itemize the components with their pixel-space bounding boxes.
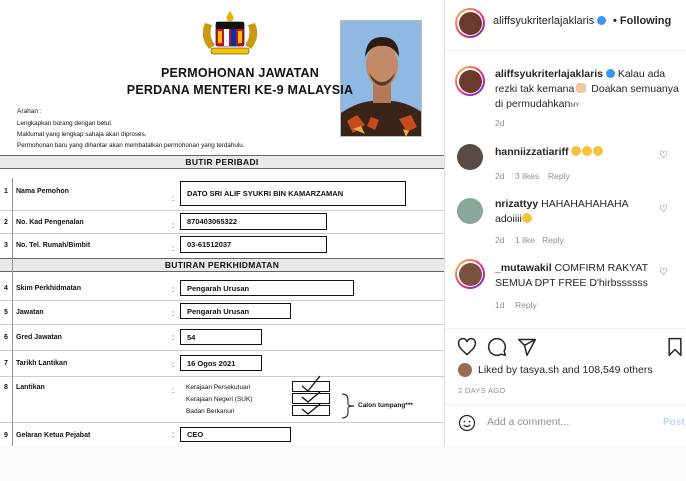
like-heart-icon[interactable] (457, 337, 477, 357)
row-label: Tarikh Lantikan (16, 360, 68, 367)
gred-jawatan-field: 54 (180, 329, 262, 345)
row-number: 8 (4, 384, 8, 391)
comment-reply-link[interactable]: Reply (542, 235, 564, 245)
arahan-line: Lengkapkan borang dengan betul. (17, 120, 113, 127)
form-title-line1: PERMOHONAN JAWATAN (160, 66, 319, 80)
nama-pemohon-field: DATO SRI ALIF SYUKRI BIN KAMARZAMAN (180, 181, 406, 206)
row-label: Gelaran Ketua Pejabat (16, 432, 91, 439)
comment-timestamp: 2d (495, 171, 505, 181)
row-number: 3 (4, 242, 8, 249)
liked-by-and: and (562, 364, 580, 376)
row-number: 6 (4, 334, 8, 341)
jawatan-field: Pengarah Urusan (180, 303, 291, 319)
comment-like-heart-icon[interactable]: ♡ (659, 150, 668, 161)
handwritten-checkmarks-icon (298, 374, 330, 420)
row-label: Gred Jawatan (16, 334, 62, 341)
comment-username[interactable]: nrizattyy (495, 198, 539, 210)
comment-avatar[interactable] (457, 198, 483, 224)
lantikan-option: Badan Berkanun (186, 408, 235, 415)
lantikan-option: Kerajaan Negeri (SUK) (186, 396, 253, 403)
caption-part2: Doakan semuanya di permudahkan (495, 83, 679, 110)
comment-text (495, 145, 604, 160)
row-number: 7 (4, 360, 8, 367)
comment-likes[interactable]: 3 likes (515, 171, 540, 181)
caption-timestamp: 2d (495, 118, 505, 128)
section-bar-butiran-perkhidmatan (0, 258, 444, 272)
arahan-line: Maklumat yang lengkap sahaja akan diproses. (17, 131, 147, 138)
row-divider (0, 376, 444, 377)
row-colon: : (172, 221, 175, 230)
gelaran-ketua-field: CEO (180, 427, 291, 442)
comment-username[interactable]: _mutawakil (495, 262, 552, 274)
row-colon: : (172, 285, 175, 294)
crying-emoji-icon (571, 146, 581, 156)
comment-like-heart-icon[interactable]: ♡ (659, 267, 668, 278)
caption-text (495, 67, 683, 114)
caption-part1: Kalau ada rezki tak kemana (495, 68, 666, 95)
kad-pengenalan-field: 870403065322 (180, 213, 327, 230)
instagram-post-panel (444, 0, 686, 446)
arahan-line: Permohonan baru yang dihantar akan membatalkan permohonan yang terdahulu. (17, 142, 245, 149)
add-comment-input[interactable]: Add a comment... (487, 416, 570, 428)
row-label: Skim Perkhidmatan (16, 285, 81, 292)
section-title: BUTIRAN PERKHIDMATAN (164, 260, 280, 270)
header-username[interactable] (493, 15, 606, 27)
crying-emoji-icon (582, 146, 592, 156)
following-button[interactable]: • Following (613, 15, 672, 27)
comment-like-heart-icon[interactable]: ♡ (659, 204, 668, 215)
row-divider (0, 210, 444, 211)
comment-text (495, 261, 655, 291)
row-label: Jawatan (16, 309, 44, 316)
liked-by-text (478, 363, 653, 378)
verified-badge-icon (597, 16, 606, 25)
post-age: 2 DAYS AGO (458, 386, 506, 395)
caption-username[interactable]: aliffsyukriterlajaklaris (495, 68, 603, 80)
row-number: 2 (4, 219, 8, 226)
header-avatar[interactable] (455, 8, 485, 38)
brace-icon (340, 393, 356, 419)
form-column-divider (12, 178, 13, 446)
header-divider (445, 50, 686, 51)
arahan-heading: Arahan : (17, 108, 42, 115)
row-colon: : (172, 333, 175, 342)
row-number: 5 (4, 309, 8, 316)
row-number: 1 (4, 188, 8, 195)
emoji-smiley-icon[interactable] (458, 414, 476, 432)
malaysia-coat-of-arms-icon (197, 9, 263, 57)
row-divider (0, 233, 444, 234)
row-colon: : (172, 309, 175, 318)
malaysia-flag-emoji-icon: MY (570, 103, 580, 109)
comment-reply-link[interactable]: Reply (548, 171, 570, 181)
row-label: Nama Pemohon (16, 188, 69, 195)
row-label: No. Kad Pengenalan (16, 219, 84, 226)
telefon-field: 03-61512037 (180, 236, 327, 253)
comment-text (495, 197, 655, 227)
section-title: BUTIR PERIBADI (185, 157, 259, 167)
row-colon: : (172, 244, 175, 253)
comment-reply-link[interactable]: Reply (515, 300, 537, 310)
actions-divider (445, 328, 686, 329)
row-divider (0, 350, 444, 351)
caption-avatar[interactable] (455, 66, 485, 96)
comment-avatar[interactable] (455, 259, 485, 289)
calon-tumpang-label: Calon tumpang*** (358, 402, 413, 409)
comment-username[interactable]: hanniizzatiariff (495, 146, 569, 158)
skim-perkhidmatan-field: Pengarah Urusan (180, 280, 354, 296)
row-colon: : (172, 194, 175, 203)
comment-input-divider (445, 404, 686, 405)
verified-badge-icon (606, 69, 615, 78)
liked-by-avatar[interactable] (458, 363, 472, 377)
header-username-text[interactable]: aliffsyukriterlajaklaris (493, 15, 595, 27)
row-number: 9 (4, 432, 8, 439)
tarikh-lantikan-field: 16 Ogos 2021 (180, 355, 262, 371)
row-label: Lantikan (16, 384, 45, 391)
page-background-bottom (0, 446, 686, 481)
praying-hands-emoji-icon (576, 83, 586, 93)
comment-bubble-icon[interactable] (487, 337, 507, 357)
post-comment-button[interactable]: Post (663, 417, 685, 428)
comment-likes[interactable]: 1 like (515, 235, 535, 245)
liked-by-user[interactable]: tasya.sh (520, 364, 560, 376)
share-send-icon[interactable] (517, 337, 537, 357)
row-label: No. Tel. Rumah/Bimbit (16, 242, 91, 249)
row-divider (0, 324, 444, 325)
comment-body: HAHAHAHAHAHA adoiiii (495, 198, 629, 225)
form-title-line2: PERDANA MENTERI KE-9 MALAYSIA (126, 83, 354, 97)
row-colon: : (172, 386, 175, 395)
comment-timestamp: 2d (495, 235, 505, 245)
grinning-emoji-icon (522, 213, 532, 223)
row-colon: : (172, 360, 175, 369)
row-colon: : (172, 430, 175, 439)
liked-by-prefix: Liked by (478, 364, 518, 376)
comment-avatar[interactable] (457, 144, 483, 170)
liked-by-count[interactable]: 108,549 others (582, 364, 653, 376)
crying-emoji-icon (593, 146, 603, 156)
comment-timestamp: 1d (495, 300, 505, 310)
row-divider (0, 422, 444, 423)
row-number: 4 (4, 285, 8, 292)
row-divider (0, 300, 444, 301)
save-bookmark-icon[interactable] (665, 337, 685, 357)
section-bar-butir-peribadi (0, 155, 444, 169)
lantikan-option: Kerajaan Persekutuan (186, 384, 251, 391)
comment-body: COMFIRM RAKYAT SEMUA DPT FREE D'hirbssssss (495, 262, 648, 289)
